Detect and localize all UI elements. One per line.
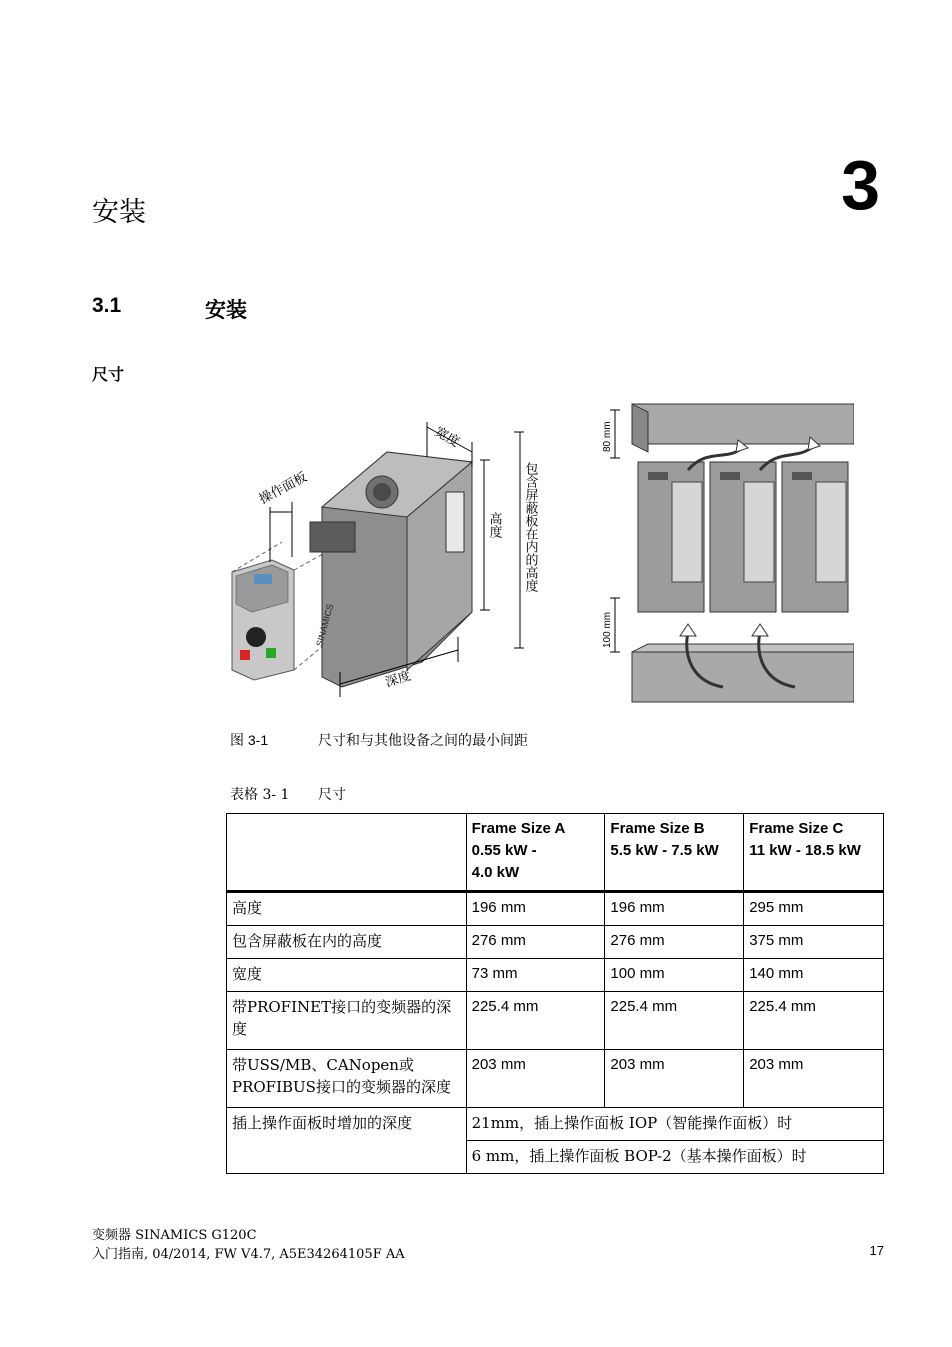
header-text: 5.5 kW - 7.5 kW	[610, 842, 719, 859]
row-label: 高度	[227, 892, 467, 926]
panel-label: 操作面板	[256, 469, 310, 508]
cell-a: 196 mm	[466, 892, 605, 926]
header-text: Frame Size B	[610, 820, 705, 837]
cell-a: 225.4 mm	[466, 992, 605, 1050]
cell-b: 225.4 mm	[605, 992, 744, 1050]
height-with-shield-label: 包含屏蔽板在内的高度	[522, 462, 538, 592]
cell-a: 203 mm	[466, 1050, 605, 1108]
dimensions-table	[226, 813, 884, 1174]
table-row	[227, 1108, 884, 1141]
cell-a: 276 mm	[466, 926, 605, 959]
inverter-unit	[710, 462, 776, 612]
figure-caption-label: 图 3-1	[230, 732, 269, 748]
brand-label: SINAMICS	[314, 602, 336, 648]
header-text: 11 kW - 18.5 kW	[749, 842, 861, 859]
inverter-unit	[782, 462, 848, 612]
gap-bottom-label: 100 mm	[602, 611, 613, 648]
page-number: 17	[869, 1243, 884, 1258]
header-empty	[227, 814, 467, 892]
header-frame-a	[466, 814, 605, 892]
row-label: 包含屏蔽板在内的高度	[227, 926, 467, 959]
cell-b: 203 mm	[605, 1050, 744, 1108]
row-label: 宽度	[227, 959, 467, 992]
section-title: 安装	[205, 297, 247, 322]
table-row	[227, 892, 884, 926]
header-text: Frame Size C	[749, 820, 844, 837]
table-row	[227, 959, 884, 992]
footer-document-info: 入门指南, 04/2014, FW V4.7, A5E34264105F AA	[92, 1247, 405, 1262]
cell-b: 276 mm	[605, 926, 744, 959]
table-header-row	[227, 814, 884, 892]
inverter-dimension-figure	[222, 412, 562, 712]
table-caption-label: 表格 3- 1	[230, 787, 290, 803]
chapter-title: 安装	[92, 197, 146, 228]
row-label: 带USS/MB、CANopen或PROFIBUS接口的变频器的深度	[227, 1050, 467, 1108]
cell-c: 225.4 mm	[744, 992, 884, 1050]
height-label: 高度	[486, 512, 502, 538]
cell-iop-depth: 21mm，插上操作面板 IOP（智能操作面板）时	[466, 1108, 883, 1141]
cell-bop-depth: 6 mm，插上操作面板 BOP-2（基本操作面板）时	[466, 1141, 883, 1174]
header-text: Frame Size A	[471, 820, 566, 837]
footer-product: 变频器 SINAMICS G120C	[92, 1228, 257, 1243]
table-row	[227, 926, 884, 959]
inverter-body-illustration	[310, 452, 472, 687]
cell-a: 73 mm	[466, 959, 605, 992]
operator-panel-illustration	[232, 560, 294, 680]
section-number: 3.1	[92, 294, 122, 317]
header-frame-c	[744, 814, 884, 892]
cell-b: 100 mm	[605, 959, 744, 992]
gap-top-label: 80 mm	[602, 421, 613, 452]
subsection-heading: 尺寸	[92, 365, 125, 384]
table-row	[227, 992, 884, 1050]
spacing-figure	[598, 402, 854, 720]
cell-c: 295 mm	[744, 892, 884, 926]
header-frame-b	[605, 814, 744, 892]
table-caption-text: 尺寸	[318, 787, 346, 803]
cell-c: 203 mm	[744, 1050, 884, 1108]
header-text: 0.55 kW -	[471, 842, 537, 859]
row-label: 插上操作面板时增加的深度	[227, 1108, 467, 1174]
table-row	[227, 1050, 884, 1108]
width-label: 宽度	[432, 424, 463, 451]
header-text: 4.0 kW	[471, 864, 520, 881]
inverter-unit	[638, 462, 704, 612]
depth-label: 深度	[383, 668, 413, 691]
cell-b: 196 mm	[605, 892, 744, 926]
cell-c: 140 mm	[744, 959, 884, 992]
row-label: 带PROFINET接口的变频器的深度	[227, 992, 467, 1050]
cell-c: 375 mm	[744, 926, 884, 959]
figure-caption-text: 尺寸和与其他设备之间的最小间距	[318, 733, 528, 749]
chapter-number: 3	[841, 146, 880, 224]
